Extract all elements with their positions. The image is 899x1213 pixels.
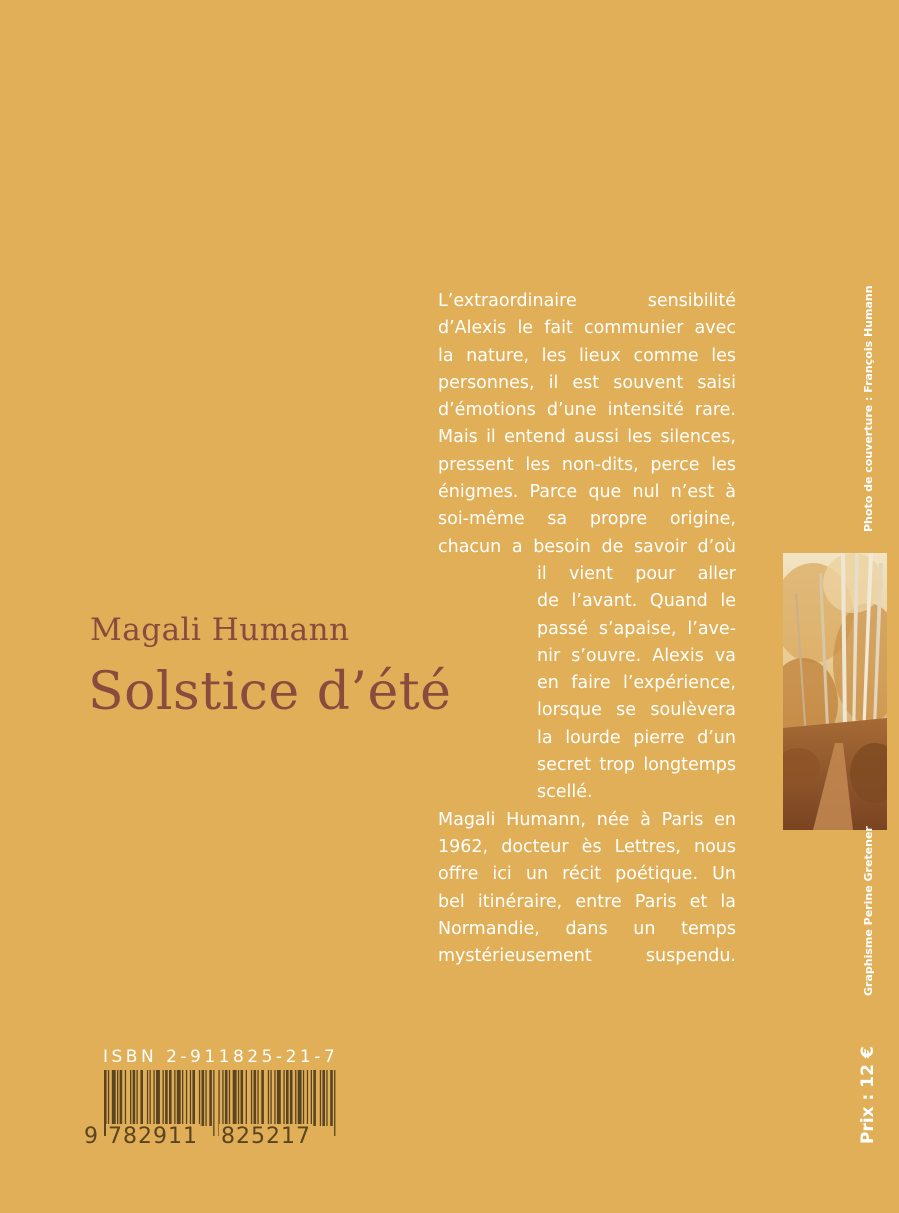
design-credit: Graphisme Perine Gretener <box>862 826 875 996</box>
barcode-bar <box>156 1070 160 1126</box>
barcode-bar <box>283 1070 284 1126</box>
barcode-bar <box>202 1070 205 1126</box>
blurb-line: bel itinéraire, entre Paris et la <box>438 891 736 912</box>
blurb-line: scellé. <box>537 782 593 803</box>
barcode-bar <box>295 1070 296 1126</box>
barcode-bar <box>177 1070 181 1126</box>
barcode-bar <box>268 1070 269 1126</box>
barcode-bar <box>213 1070 214 1136</box>
barcode-bar <box>186 1070 187 1126</box>
barcode-bar <box>238 1070 239 1126</box>
barcode-bar <box>290 1070 293 1126</box>
barcode-bar <box>330 1070 333 1126</box>
blurb-line: la nature, les lieux comme les <box>438 345 736 366</box>
barcode-bar <box>192 1070 195 1126</box>
barcode-bar <box>274 1070 275 1126</box>
barcode-bar <box>133 1070 136 1126</box>
barcode-bar <box>311 1070 312 1126</box>
barcode-bar <box>303 1070 304 1126</box>
barcode-bar <box>307 1070 308 1126</box>
blurb-line: offre ici un récit poétique. Un <box>438 864 736 885</box>
forest-path-image <box>783 553 887 830</box>
barcode-bar <box>286 1070 289 1126</box>
barcode-bar <box>117 1070 118 1126</box>
blurb-line: Mais il entend aussi les silences, <box>438 427 736 448</box>
barcode-bar <box>233 1070 237 1126</box>
barcode-bar <box>190 1070 191 1126</box>
barcode-bar <box>165 1070 168 1126</box>
barcode-bar <box>254 1070 257 1126</box>
barcode-bar <box>112 1070 116 1126</box>
blurb-line: secret trop longtemps <box>537 755 736 776</box>
barcode-bar <box>246 1070 247 1126</box>
barcode-bar <box>322 1070 325 1126</box>
cover-photo-thumbnail <box>783 553 887 830</box>
blurb-line: il vient pour aller <box>537 563 736 584</box>
barcode-bar <box>257 1070 258 1126</box>
barcode-bar <box>153 1070 154 1126</box>
blurb-line: mystérieusement suspendu. <box>438 946 736 967</box>
blurb-line: d’Alexis le fait communier avec <box>438 318 736 339</box>
barcode-bar <box>209 1070 212 1126</box>
price-label: Prix : 12 € <box>858 1046 878 1144</box>
blurb-line: L’extraordinaire sensibilité <box>438 291 736 311</box>
blurb-line: chacun a besoin de savoir d’où <box>438 536 736 557</box>
barcode-bar <box>120 1070 123 1126</box>
blurb-line: personnes, il est souvent saisi <box>438 372 736 393</box>
barcode-bar <box>313 1070 316 1126</box>
author-name: Magali Humann <box>90 612 350 648</box>
isbn-number: ISBN 2-911825-21-7 <box>103 1047 339 1067</box>
blurb-line: soi-même sa propre origine, <box>438 509 736 530</box>
barcode-bar <box>261 1070 264 1126</box>
barcode-bar <box>334 1070 335 1136</box>
barcode-bar <box>182 1070 183 1126</box>
blurb-line: la lourde pierre d’un <box>537 727 736 748</box>
barcode-bar <box>205 1070 206 1126</box>
barcode-bar <box>163 1070 164 1126</box>
blurb-line: nir s’ouvre. Alexis va <box>537 645 736 666</box>
blurb-line: en faire l’expérience, <box>537 673 736 694</box>
barcode-bar <box>199 1070 200 1126</box>
barcode-bar <box>137 1070 138 1126</box>
barcode-bar <box>326 1070 327 1126</box>
barcode-bar <box>251 1070 252 1126</box>
barcode-bar <box>229 1070 230 1126</box>
photo-credit: Photo de couverture : François Humann <box>862 285 875 532</box>
barcode-bar <box>225 1070 228 1126</box>
blurb-line: de l’avant. Quand le <box>537 591 736 612</box>
barcode-digits-right: 825217 <box>221 1124 311 1149</box>
barcode-bar <box>277 1070 281 1126</box>
barcode-digits-left: 782911 <box>108 1124 198 1149</box>
blurb-line: 1962, docteur ès Lettres, nous <box>438 836 736 857</box>
blurb-line: lorsque se soulèvera <box>537 700 736 721</box>
blurb-line: Magali Humann, née à Paris en <box>438 809 736 830</box>
blurb-line: passé s’apaise, l’ave- <box>537 618 736 639</box>
barcode-bar <box>147 1070 148 1126</box>
barcode-bar <box>140 1070 143 1126</box>
barcode-bar <box>169 1070 172 1126</box>
barcode-bar <box>222 1070 223 1126</box>
blurb-line: pressent les non-dits, perce les <box>438 454 736 475</box>
blurb-line: Normandie, dans un temps <box>438 918 736 939</box>
book-title: Solstice d’été <box>88 662 452 722</box>
barcode-bar <box>270 1070 271 1126</box>
barcode-digit-first: 9 <box>84 1124 98 1149</box>
blurb-line: énigmes. Parce que nul n’est à <box>438 482 736 503</box>
barcode-bar <box>125 1070 126 1126</box>
barcode-bar <box>298 1070 302 1126</box>
barcode-bar <box>150 1070 151 1126</box>
blurb-text <box>438 288 736 970</box>
barcode-bar <box>241 1070 244 1126</box>
blurb-line: d’émotions d’une intensité rare. <box>438 400 736 421</box>
barcode-bar <box>320 1070 321 1126</box>
barcode-bar <box>130 1070 131 1126</box>
barcode-bar <box>174 1070 175 1126</box>
